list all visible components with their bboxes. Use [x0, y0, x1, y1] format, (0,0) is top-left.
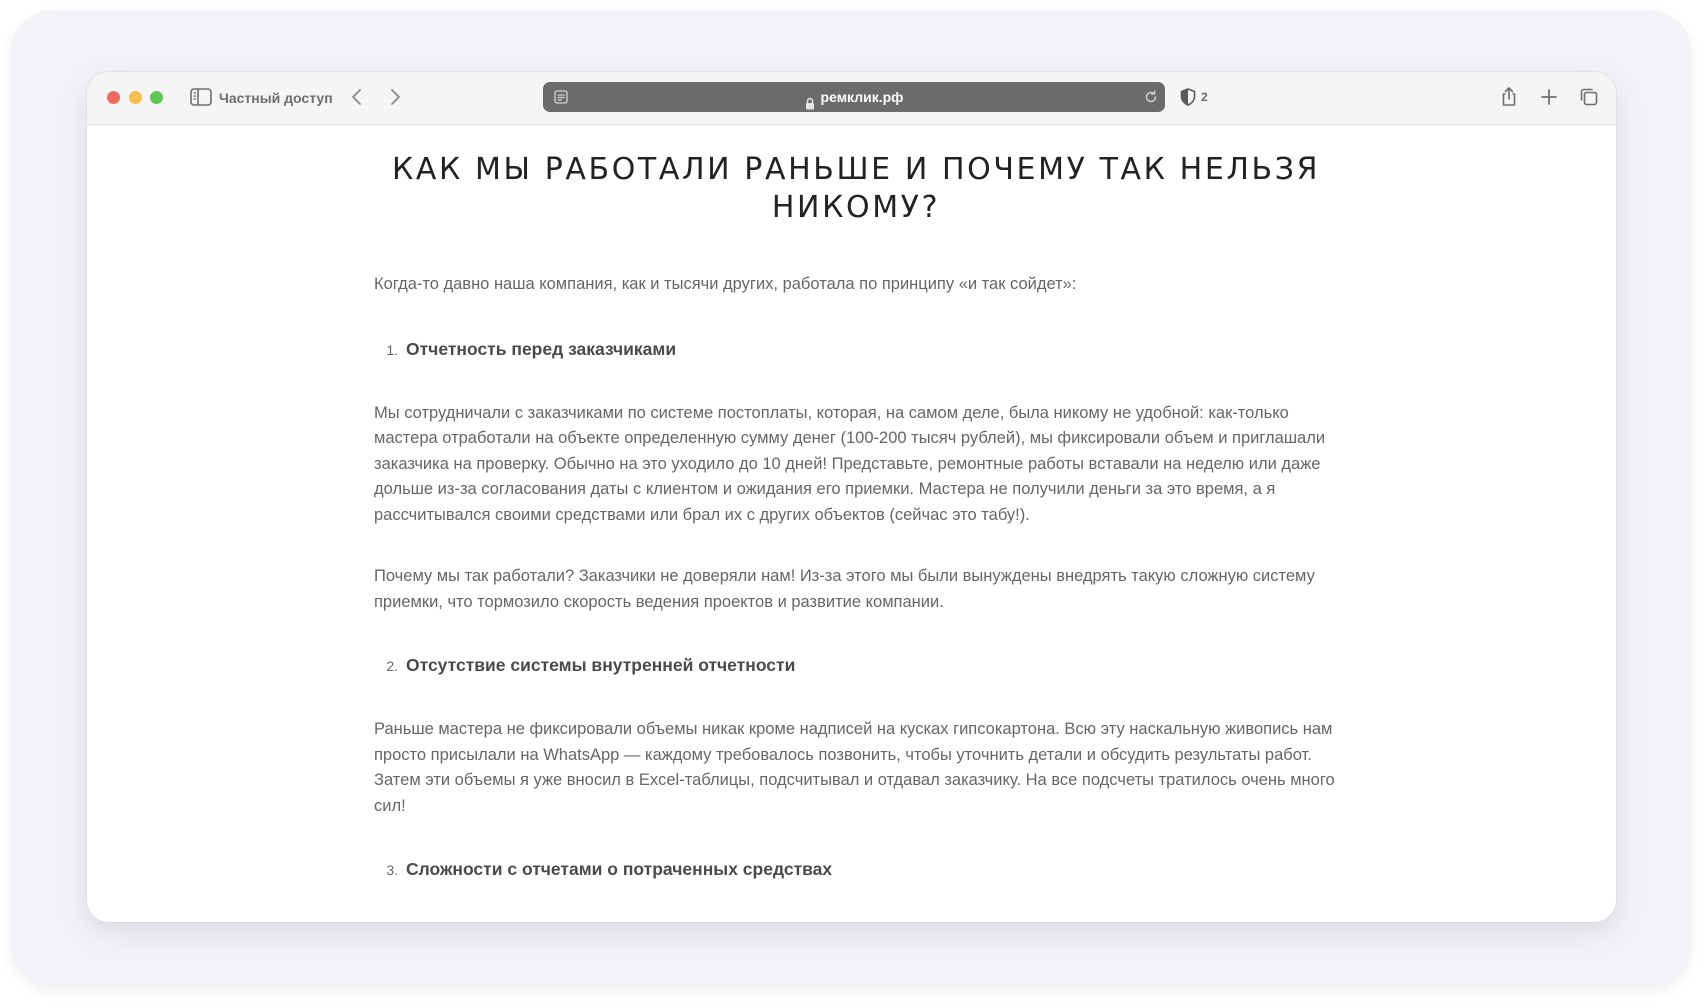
paragraph: Мы сотрудничали с заказчиками по системе постоплаты, которая, на самом деле, была никому не удобной: как-только мастера отработали на объекте определенную сумму денег (100-200 тысяч рублей), мы фиксировали объем и приглашали заказчика на проверку. Обычно на это уходило до 10 дней! Представьте, ремонтные работы вставали на неделю или даже дольше из-за согласования даты с клиентом и ожидания его приемки. Мастера не получили деньги за это время, а я рассчитывался своими средствами или брал их с других объектов (сейчас это табу!). [374, 403, 1326, 524]
list-item-number: 3. [386, 862, 398, 878]
url-display[interactable] [543, 82, 1165, 112]
minimize-window-button[interactable] [129, 91, 142, 104]
list-item-number: 2. [386, 658, 398, 674]
sidebar-icon[interactable] [190, 87, 212, 107]
intro-paragraph: Когда-то давно наша компания, как и тысячи других, работала по принципу «и так сойдет»: [374, 275, 1077, 293]
zoom-window-button[interactable] [150, 91, 163, 104]
plus-icon[interactable] [1537, 85, 1561, 109]
chevron-left-icon[interactable] [347, 86, 367, 108]
lock-icon [805, 90, 815, 103]
list-item-heading: Сложности с отчетами о потраченных средствах [406, 859, 833, 879]
tracker-count: 2 [1201, 90, 1208, 104]
browser-toolbar [87, 72, 1616, 125]
paragraph: Раньше мастера не фиксировали объемы никак кроме надписей на кусках гипсокартона. Всю эту наскальную живопись нам просто присылали на WhatsApp — каждому требовалось позвонить, чтобы уточнить детали и обсудить результаты работ. Затем эти объемы я уже вносил в Excel-таблицы, подсчитывал и отдавал заказчику. На все подсчеты тратилось очень много сил! [374, 720, 1335, 815]
shield-icon[interactable] [1179, 87, 1197, 107]
list-item-1 [374, 337, 1338, 362]
reload-icon[interactable] [1143, 89, 1159, 105]
close-window-button[interactable] [107, 91, 120, 104]
url-text: ремклик.рф [820, 89, 904, 105]
list-item-3 [374, 857, 1338, 882]
address-bar[interactable] [543, 82, 1165, 112]
page-content [87, 125, 1616, 922]
list-item-heading: Отсутствие системы внутренней отчетности [406, 655, 796, 675]
page-title: КАК МЫ РАБОТАЛИ РАНЬШЕ И ПОЧЕМУ ТАК НЕЛЬЗЯ НИКОМУ? [391, 152, 1321, 225]
list-item-number: 1. [386, 341, 398, 358]
tabs-overview-icon[interactable] [1577, 85, 1601, 109]
chevron-right-icon[interactable] [385, 86, 405, 108]
list-item-heading: Отчетность перед заказчиками [406, 338, 677, 359]
paragraph: Почему мы так работали? Заказчики не доверяли нам! Из-за этого мы были вынуждены внедрять такую сложную систему приемки, что тормозило скорость ведения проектов и развитие компании. [374, 567, 1315, 611]
share-icon[interactable] [1497, 85, 1521, 109]
article [374, 125, 1338, 882]
private-browsing-label: Частный доступ [219, 90, 333, 106]
list-item-2 [374, 653, 1338, 678]
browser-window [87, 72, 1616, 922]
